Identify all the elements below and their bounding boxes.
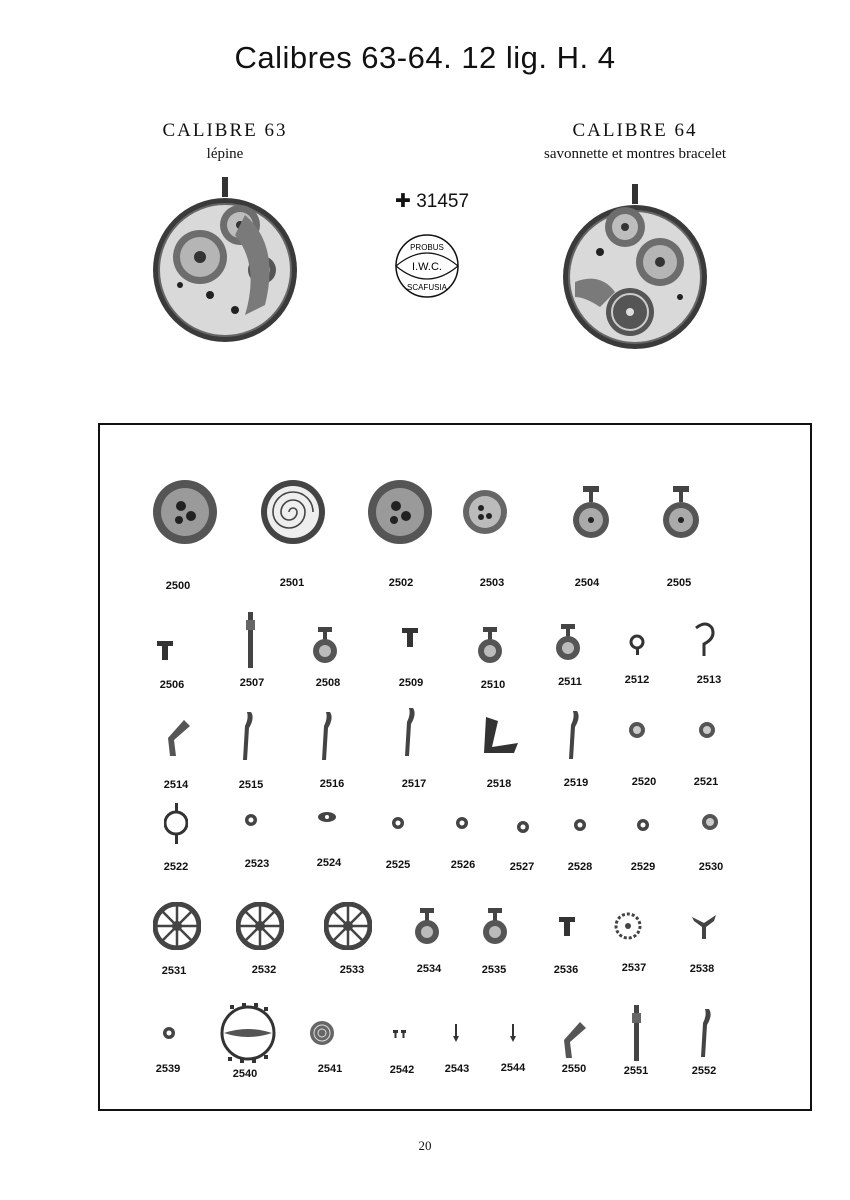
jewel-icon bbox=[515, 819, 531, 840]
part-number: 2523 bbox=[244, 858, 270, 870]
svg-text:SCAFUSIA: SCAFUSIA bbox=[406, 283, 448, 292]
small-gear-icon bbox=[700, 812, 720, 837]
part-number: 2537 bbox=[621, 962, 647, 974]
pin-icon bbox=[507, 1022, 519, 1049]
jewel-icon bbox=[454, 815, 470, 836]
part-number: 2536 bbox=[553, 964, 579, 976]
swiss-cross-icon: ✚ bbox=[395, 191, 411, 212]
pinion-wheel-icon bbox=[306, 625, 344, 670]
spring-arm-icon bbox=[695, 1005, 717, 1066]
part-number: 2513 bbox=[696, 674, 722, 686]
calibre-63-subtitle: lépine bbox=[206, 146, 244, 162]
calibre-64-movement-image bbox=[560, 182, 710, 352]
part-number: 2533 bbox=[339, 964, 365, 976]
patent-number: 31457 bbox=[416, 191, 470, 212]
bracket-spring-icon bbox=[478, 713, 522, 762]
part-number: 2514 bbox=[163, 779, 189, 791]
barrel-spring-icon bbox=[259, 478, 327, 551]
part-number: 2542 bbox=[389, 1064, 415, 1076]
small-gear-icon bbox=[697, 720, 717, 745]
spring-arm-icon bbox=[399, 704, 421, 765]
part-number: 2503 bbox=[479, 577, 505, 589]
part-number: 2509 bbox=[398, 677, 424, 689]
part-number: 2504 bbox=[574, 577, 600, 589]
screws-icon bbox=[391, 1027, 409, 1045]
part-number: 2543 bbox=[444, 1063, 470, 1075]
part-number: 2518 bbox=[486, 778, 512, 790]
part-number: 2550 bbox=[561, 1063, 587, 1075]
pinion-icon bbox=[153, 637, 177, 668]
part-number: 2516 bbox=[319, 778, 345, 790]
lever-icon bbox=[556, 1018, 590, 1067]
large-wheel-icon bbox=[151, 478, 219, 551]
spring-arm-icon bbox=[237, 708, 259, 769]
hairspring-icon bbox=[308, 1019, 336, 1052]
lever-icon bbox=[160, 716, 194, 765]
part-number: 2551 bbox=[623, 1065, 649, 1077]
pinion-wheel-icon bbox=[476, 906, 514, 951]
pinion-wheel-icon bbox=[471, 625, 509, 670]
part-number: 2526 bbox=[450, 859, 476, 871]
part-number: 2530 bbox=[698, 861, 724, 873]
part-number: 2510 bbox=[480, 679, 506, 691]
part-number: 2525 bbox=[385, 859, 411, 871]
balance-wheel-icon bbox=[216, 1001, 280, 1070]
part-number: 2515 bbox=[238, 779, 264, 791]
part-number: 2502 bbox=[388, 577, 414, 589]
part-number: 2531 bbox=[161, 965, 187, 977]
spoked-wheel-icon bbox=[324, 902, 372, 955]
pinion-icon bbox=[555, 913, 579, 944]
jewel-icon bbox=[161, 1025, 177, 1046]
pinion-wheel-icon bbox=[549, 622, 587, 667]
wheel-pinion-icon bbox=[569, 484, 613, 545]
small-gear-icon bbox=[627, 720, 647, 745]
large-wheel-icon bbox=[366, 478, 434, 551]
svg-text:PROBUS: PROBUS bbox=[410, 243, 444, 252]
iwc-logo bbox=[388, 232, 466, 300]
spoked-wheel-icon bbox=[236, 902, 284, 955]
spring-arm-icon bbox=[316, 708, 338, 769]
part-number: 2541 bbox=[317, 1063, 343, 1075]
stem-icon bbox=[242, 610, 258, 675]
escape-wheel-icon bbox=[612, 910, 644, 947]
part-number: 2519 bbox=[563, 777, 589, 789]
calibre-63-name: CALIBRE 63 bbox=[162, 120, 288, 141]
oval-jewel-icon bbox=[317, 810, 337, 829]
stem-icon bbox=[628, 1003, 644, 1068]
part-number: 2506 bbox=[159, 679, 185, 691]
part-number: 2539 bbox=[155, 1063, 181, 1075]
part-number: 2511 bbox=[558, 676, 582, 688]
jewel-icon bbox=[243, 812, 259, 833]
part-number: 2500 bbox=[165, 580, 191, 592]
part-number: 2534 bbox=[416, 963, 442, 975]
pinion-icon bbox=[398, 624, 422, 655]
part-number: 2538 bbox=[689, 963, 715, 975]
part-number: 2532 bbox=[251, 964, 277, 976]
pallet-fork-icon bbox=[690, 911, 718, 946]
wheel-pinion-icon bbox=[659, 484, 703, 545]
ring-stem-icon bbox=[164, 803, 188, 850]
part-number: 2520 bbox=[631, 776, 657, 788]
part-number: 2535 bbox=[481, 964, 507, 976]
calibre-64-name: CALIBRE 64 bbox=[572, 120, 698, 141]
part-number: 2552 bbox=[691, 1065, 717, 1077]
svg-text:I.W.C.: I.W.C. bbox=[412, 261, 442, 273]
part-number: 2507 bbox=[239, 677, 265, 689]
page-number: 20 bbox=[418, 1138, 432, 1153]
part-number: 2524 bbox=[316, 857, 342, 869]
hook-spring-icon bbox=[690, 620, 720, 665]
jewel-icon bbox=[572, 817, 588, 838]
calibre-63-movement-image bbox=[150, 175, 300, 345]
part-number: 2505 bbox=[666, 577, 692, 589]
part-number: 2544 bbox=[500, 1062, 526, 1074]
spring-arm-icon bbox=[563, 707, 585, 768]
jewel-icon bbox=[635, 817, 651, 838]
part-number: 2521 bbox=[693, 776, 719, 788]
hook-icon bbox=[627, 632, 647, 663]
part-number: 2529 bbox=[630, 861, 656, 873]
calibre-64-heading bbox=[510, 120, 760, 163]
calibre-63-heading bbox=[130, 120, 320, 163]
part-number: 2501 bbox=[279, 577, 305, 589]
jewel-icon bbox=[390, 815, 406, 836]
spoked-wheel-icon bbox=[153, 902, 201, 955]
patent-mark bbox=[395, 190, 469, 213]
part-number: 2528 bbox=[567, 861, 593, 873]
wheel-icon bbox=[461, 488, 509, 541]
pin-icon bbox=[450, 1022, 462, 1049]
calibre-64-subtitle: savonnette et montres bracelet bbox=[543, 146, 726, 162]
page-title: Calibres 63-64. 12 lig. H. 4 bbox=[234, 40, 616, 75]
part-number: 2508 bbox=[315, 677, 341, 689]
part-number: 2522 bbox=[163, 861, 189, 873]
part-number: 2512 bbox=[624, 674, 650, 686]
part-number: 2540 bbox=[232, 1068, 258, 1080]
part-number: 2517 bbox=[401, 778, 427, 790]
part-number: 2527 bbox=[509, 861, 535, 873]
pinion-wheel-icon bbox=[408, 906, 446, 951]
